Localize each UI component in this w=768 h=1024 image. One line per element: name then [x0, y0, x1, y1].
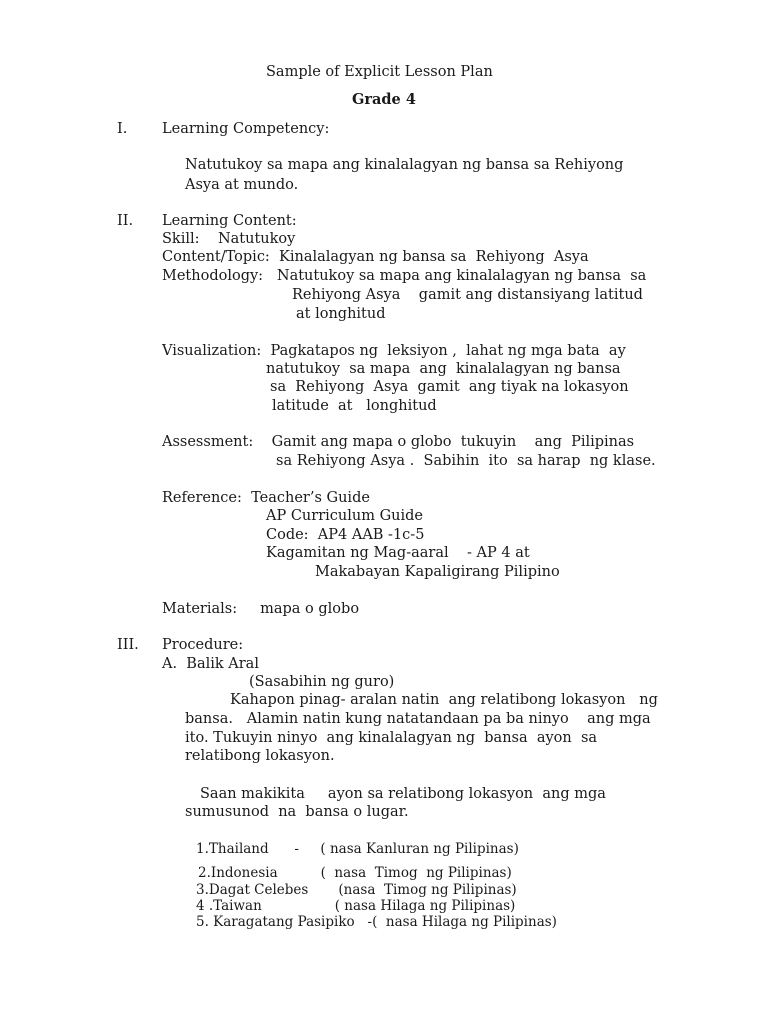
competency-text-line-1: Natutukoy sa mapa ang kinalalagyan ng bansa sa Rehiyong — [185, 157, 624, 173]
methodology-line-1: Methodology: Natutukoy sa mapa ang kinalalagyan ng bansa sa — [162, 268, 647, 284]
visualization-line-4: latitude at longhitud — [272, 398, 437, 414]
paragraph-1-line-4: relatibong lokasyon. — [185, 748, 335, 764]
procedure-heading: Procedure: — [162, 637, 244, 653]
list-item: 5. Karagatang Pasipiko -( nasa Hilaga ng Pilipinas) — [196, 914, 557, 930]
reference-line-1: Reference: Teacher’s Guide — [162, 490, 370, 506]
list-item: 1.Thailand - ( nasa Kanluran ng Pilipinas) — [196, 841, 519, 857]
methodology-line-3: at longhitud — [296, 306, 386, 322]
reference-line-3: Code: AP4 AAB -1c-5 — [266, 527, 425, 543]
reference-line-4: Kagamitan ng Mag-aaral - AP 4 at — [266, 545, 530, 561]
methodology-line-2: Rehiyong Asya gamit ang distansiyang latitud — [292, 287, 643, 303]
reference-line-5: Makabayan Kapaligirang Pilipino — [315, 564, 560, 580]
content-topic-line: Content/Topic: Kinalalagyan ng bansa sa Rehiyong Asya — [162, 249, 589, 265]
learning-competency-heading: Learning Competency: — [162, 121, 330, 137]
visualization-line-2: natutukoy sa mapa ang kinalalagyan ng bansa — [266, 361, 621, 377]
paragraph-1-line-3: ito. Tukuyin ninyo ang kinalalagyan ng bansa ayon sa — [185, 730, 598, 746]
materials-line: Materials: mapa o globo — [162, 601, 360, 617]
learning-content-heading: Learning Content: — [162, 213, 297, 229]
paragraph-2-line-2: sumusunod na bansa o lugar. — [185, 804, 409, 820]
visualization-line-1: Visualization: Pagkatapos ng leksiyon , lahat ng mga bata ay — [162, 343, 626, 359]
list-item: 4 .Taiwan ( nasa Hilaga ng Pilipinas) — [196, 898, 516, 914]
competency-text-line-2: Asya at mundo. — [185, 177, 299, 193]
skill-line: Skill: Natutukoy — [162, 231, 296, 247]
balik-aral-heading: A. Balik Aral — [162, 656, 259, 672]
section-1-numeral: I. — [117, 121, 128, 137]
section-2-numeral: II. — [117, 213, 134, 229]
section-3-numeral: III. — [117, 637, 139, 653]
sasabihin-note: (Sasabihin ng guro) — [249, 674, 395, 690]
document-title: Sample of Explicit Lesson Plan — [266, 64, 493, 80]
paragraph-1-line-2: bansa. Alamin natin kung natatandaan pa ba ninyo ang mga — [185, 711, 651, 727]
paragraph-1-line-1: Kahapon pinag- aralan natin ang relatibong lokasyon ng — [230, 692, 658, 708]
visualization-line-3: sa Rehiyong Asya gamit ang tiyak na lokasyon — [270, 379, 629, 395]
list-item: 2.Indonesia ( nasa Timog ng Pilipinas) — [198, 865, 512, 881]
list-item: 3.Dagat Celebes (nasa Timog ng Pilipinas) — [196, 882, 517, 898]
assessment-line-2: sa Rehiyong Asya . Sabihin ito sa harap ng klase. — [276, 453, 656, 469]
grade-heading: Grade 4 — [352, 91, 416, 108]
assessment-line-1: Assessment: Gamit ang mapa o globo tukuyin ang Pilipinas — [162, 434, 635, 450]
reference-line-2: AP Curriculum Guide — [266, 508, 423, 524]
paragraph-2-line-1: Saan makikita ayon sa relatibong lokasyon ang mga — [200, 786, 606, 802]
